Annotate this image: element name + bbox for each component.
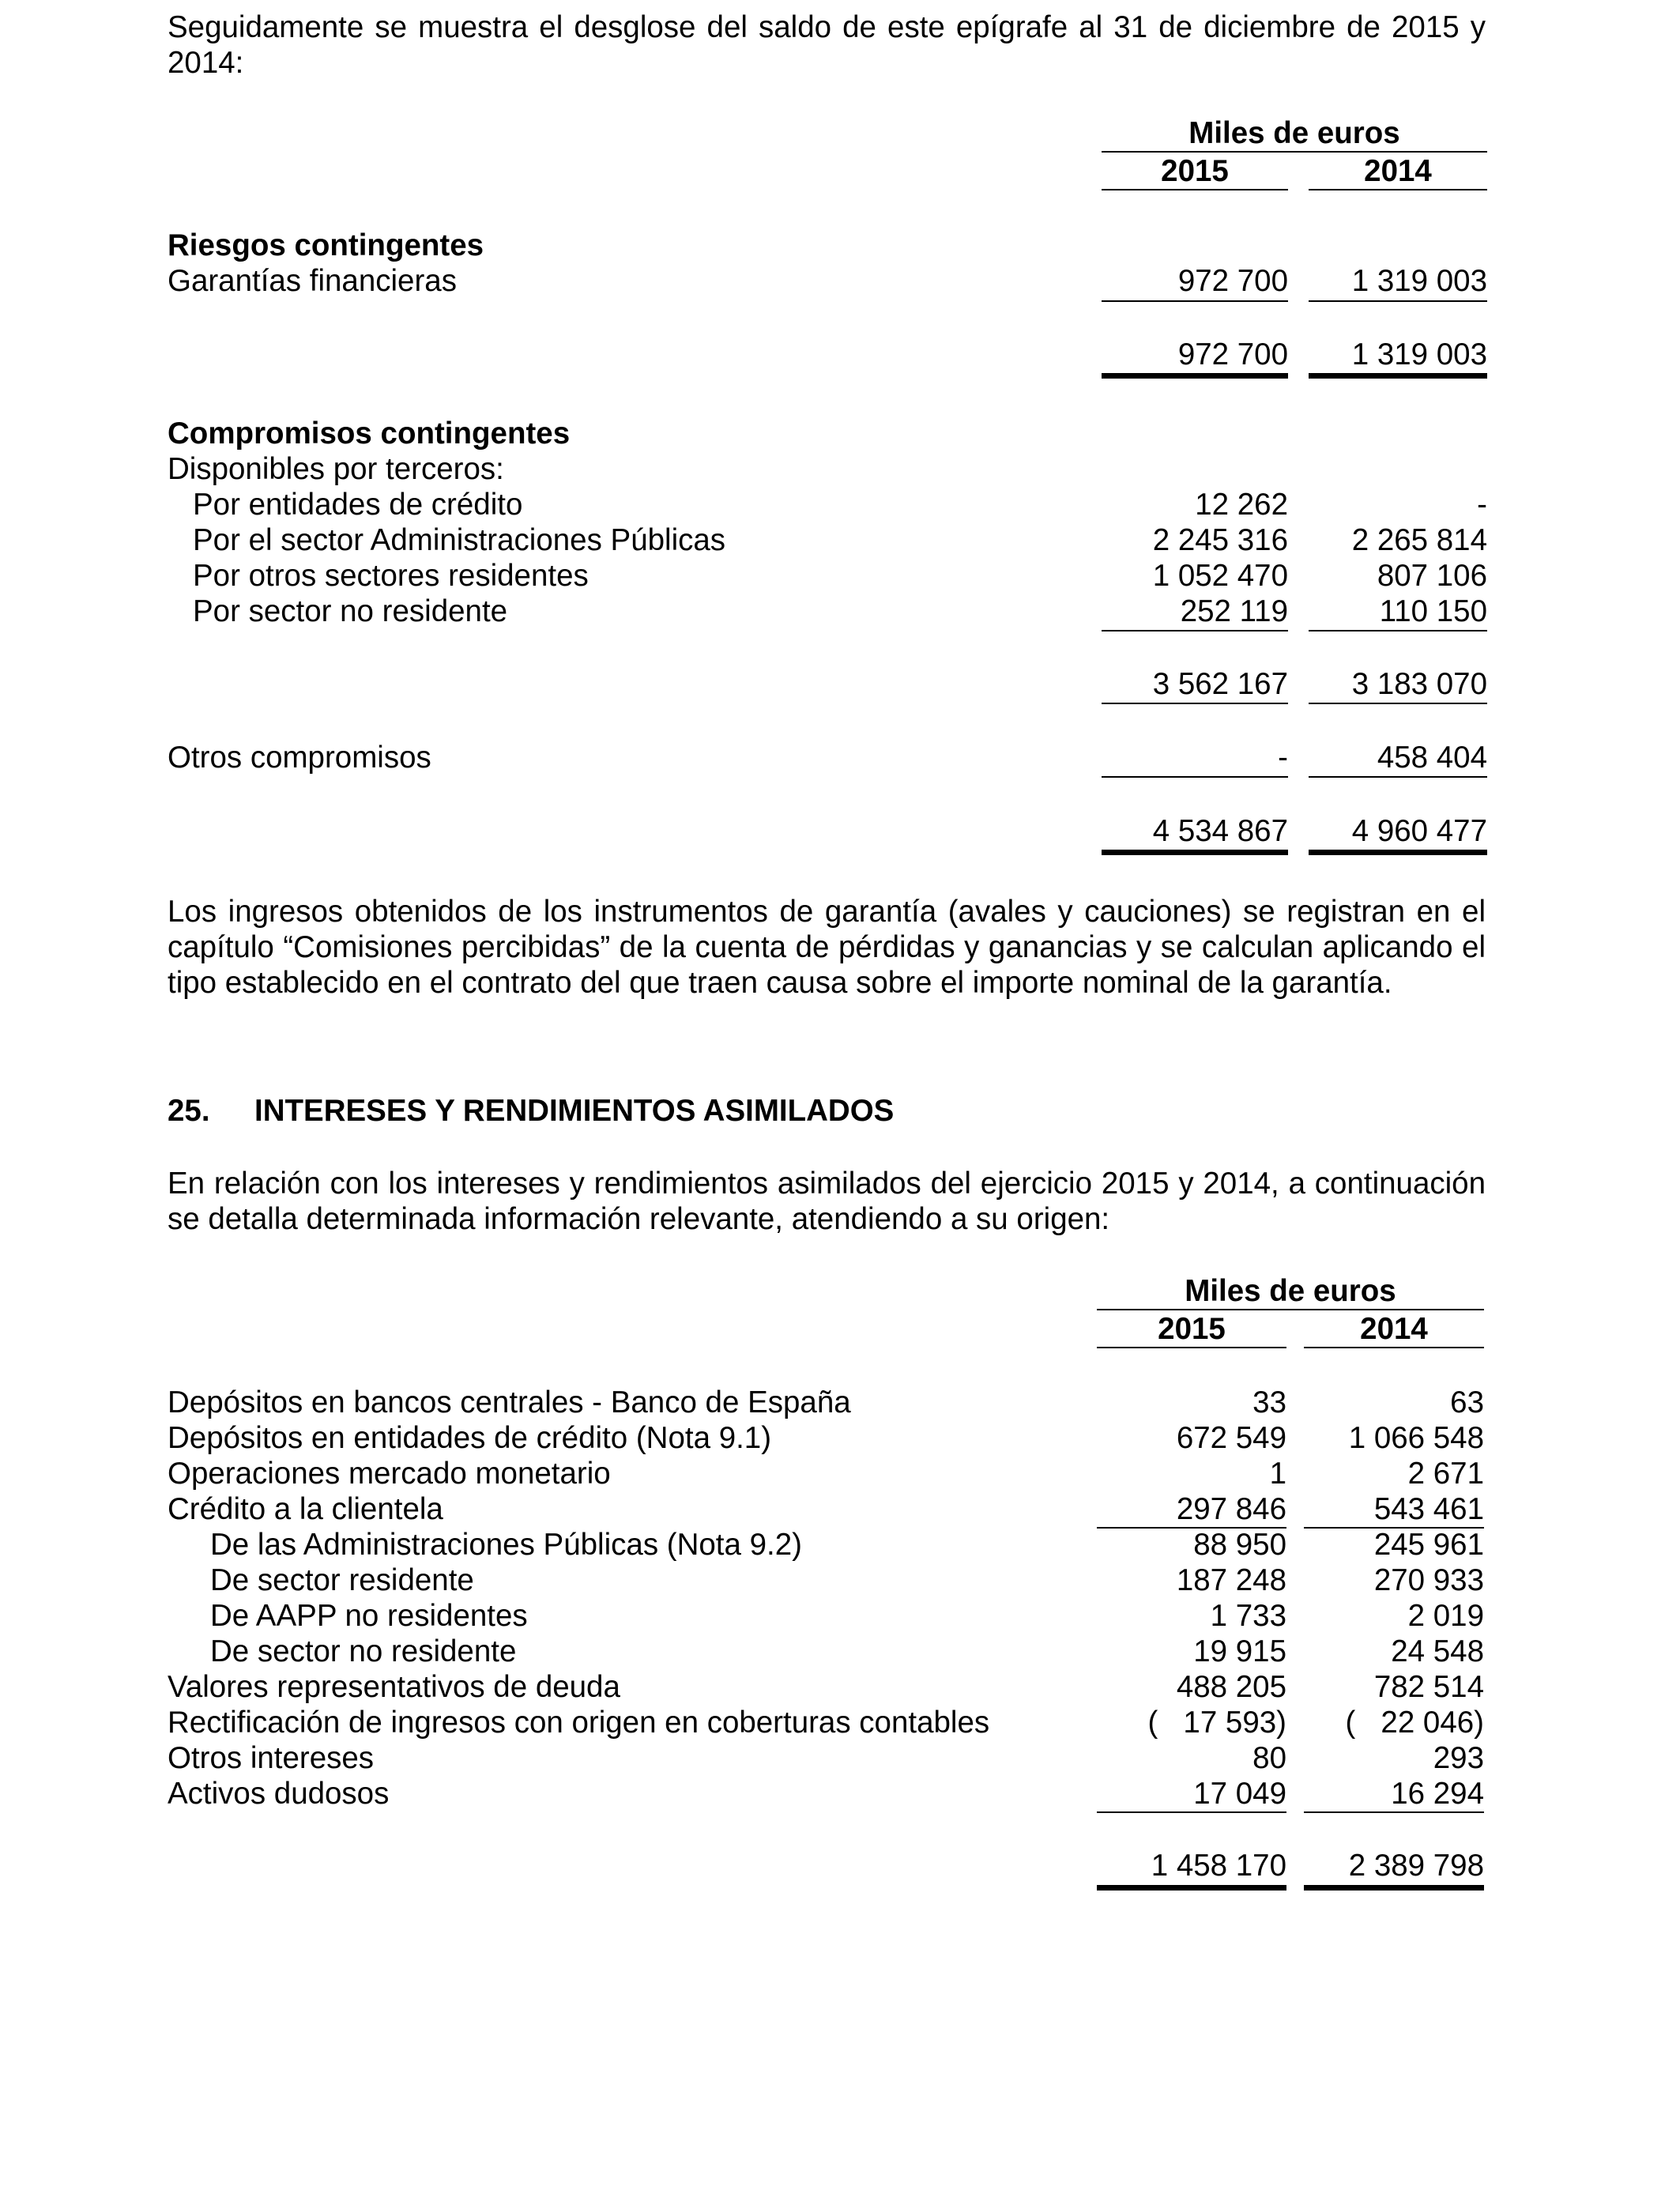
header-rule-2015 — [1102, 189, 1288, 190]
section-title: INTERESES Y RENDIMIENTOS ASIMILADOS — [254, 1094, 895, 1128]
table-row: De AAPP no residentes 1 733 2 019 — [210, 1599, 1484, 1633]
table-row: De sector no residente 19 915 24 548 — [210, 1634, 1484, 1668]
column-header-2015: 2015 — [1161, 154, 1229, 188]
subtotal-rule — [1309, 630, 1487, 631]
subtotal-rule — [1304, 1811, 1484, 1813]
table-row: Depósitos en bancos centrales - Banco de España 33 63 — [168, 1385, 1484, 1419]
unit-header: Miles de euros — [1185, 1274, 1396, 1308]
total-rule — [1309, 373, 1487, 379]
table-row: De sector residente 187 248 270 933 — [210, 1563, 1484, 1597]
total-rule — [1304, 1885, 1484, 1891]
subtotal-rule — [1309, 300, 1487, 302]
table-row: De las Administraciones Públicas (Nota 9.2) 88 950 245 961 — [210, 1528, 1484, 1562]
table-row: Por el sector Administraciones Públicas 2 245 316 2 265 814 — [193, 523, 1487, 557]
table-row: Depósitos en entidades de crédito (Nota 9.1) 672 549 1 066 548 — [168, 1421, 1484, 1455]
header-rule — [1097, 1309, 1484, 1310]
header-rule-2014 — [1309, 189, 1487, 190]
table-row: Crédito a la clientela 297 846 543 461 — [168, 1492, 1484, 1526]
group-label: Disponibles por terceros: — [168, 452, 504, 486]
grand-total-row: 4 534 867 4 960 477 — [1152, 814, 1487, 848]
total-rule — [1309, 850, 1487, 855]
section-heading — [168, 1093, 894, 1129]
total-rule — [1102, 373, 1288, 379]
total-rule — [1097, 1885, 1286, 1891]
table-row: Por sector no residente 252 119 110 150 — [193, 594, 1487, 628]
table-row: Valores representativos de deuda 488 205 782 514 — [168, 1670, 1484, 1704]
table-row: Por entidades de crédito 12 262 - — [193, 488, 1487, 522]
table-row: Activos dudosos 17 049 16 294 — [168, 1777, 1484, 1811]
unit-header: Miles de euros — [1188, 116, 1400, 150]
subtotal-rule — [1102, 300, 1288, 302]
header-rule-2014 — [1304, 1347, 1484, 1348]
subtotal-rule — [1309, 776, 1487, 778]
header-rule — [1102, 151, 1487, 153]
intro-paragraph: Seguidamente se muestra el desglose del saldo de este epígrafe al 31 de diciembre de 2015 y 2014: — [168, 10, 1486, 80]
subtotal-rule — [1309, 703, 1487, 704]
section-number: 25. — [168, 1094, 210, 1128]
column-header-2014: 2014 — [1364, 154, 1432, 188]
subtotal-rule — [1102, 630, 1288, 631]
subtotal-rule — [1102, 776, 1288, 778]
income-paragraph: Los ingresos obtenidos de los instrumentos de garantía (avales y cauciones) se registran en el capítulo “Comisiones percibidas” de la cuenta de pérdidas y ganancias y se calculan aplicando el tipo establecido en el contrato del que traen causa sobre el importe nominal de la garantía. — [168, 895, 1486, 1000]
subtotal-row: 972 700 1 319 003 — [1177, 337, 1487, 371]
subtotal-rule — [1102, 703, 1288, 704]
section-paragraph: En relación con los intereses y rendimientos asimilados del ejercicio 2015 y 2014, a continuación se detalla determinada información relevante, atendiendo a su origen: — [168, 1167, 1486, 1236]
column-header-2015: 2015 — [1158, 1312, 1226, 1346]
table-row: Garantías financieras 972 700 1 319 003 — [168, 264, 1487, 298]
total-rule — [1102, 850, 1288, 855]
subtotal-rule — [1097, 1811, 1286, 1813]
table-row: Rectificación de ingresos con origen en coberturas contables ( 17 593) ( 22 046) — [168, 1706, 1484, 1740]
table-row: Por otros sectores residentes 1 052 470 807 106 — [193, 559, 1487, 593]
column-header-2014: 2014 — [1360, 1312, 1428, 1346]
section-title: Compromisos contingentes — [168, 417, 571, 450]
grand-total-row: 1 458 170 2 389 798 — [1151, 1849, 1484, 1883]
subtotal-row: 3 562 167 3 183 070 — [1152, 667, 1487, 701]
section-title: Riesgos contingentes — [168, 228, 484, 262]
table-row: Otros compromisos - 458 404 — [168, 741, 1487, 775]
table-row: Otros intereses 80 293 — [168, 1741, 1484, 1775]
header-rule-2015 — [1097, 1347, 1286, 1348]
table-row: Operaciones mercado monetario 1 2 671 — [168, 1457, 1484, 1491]
